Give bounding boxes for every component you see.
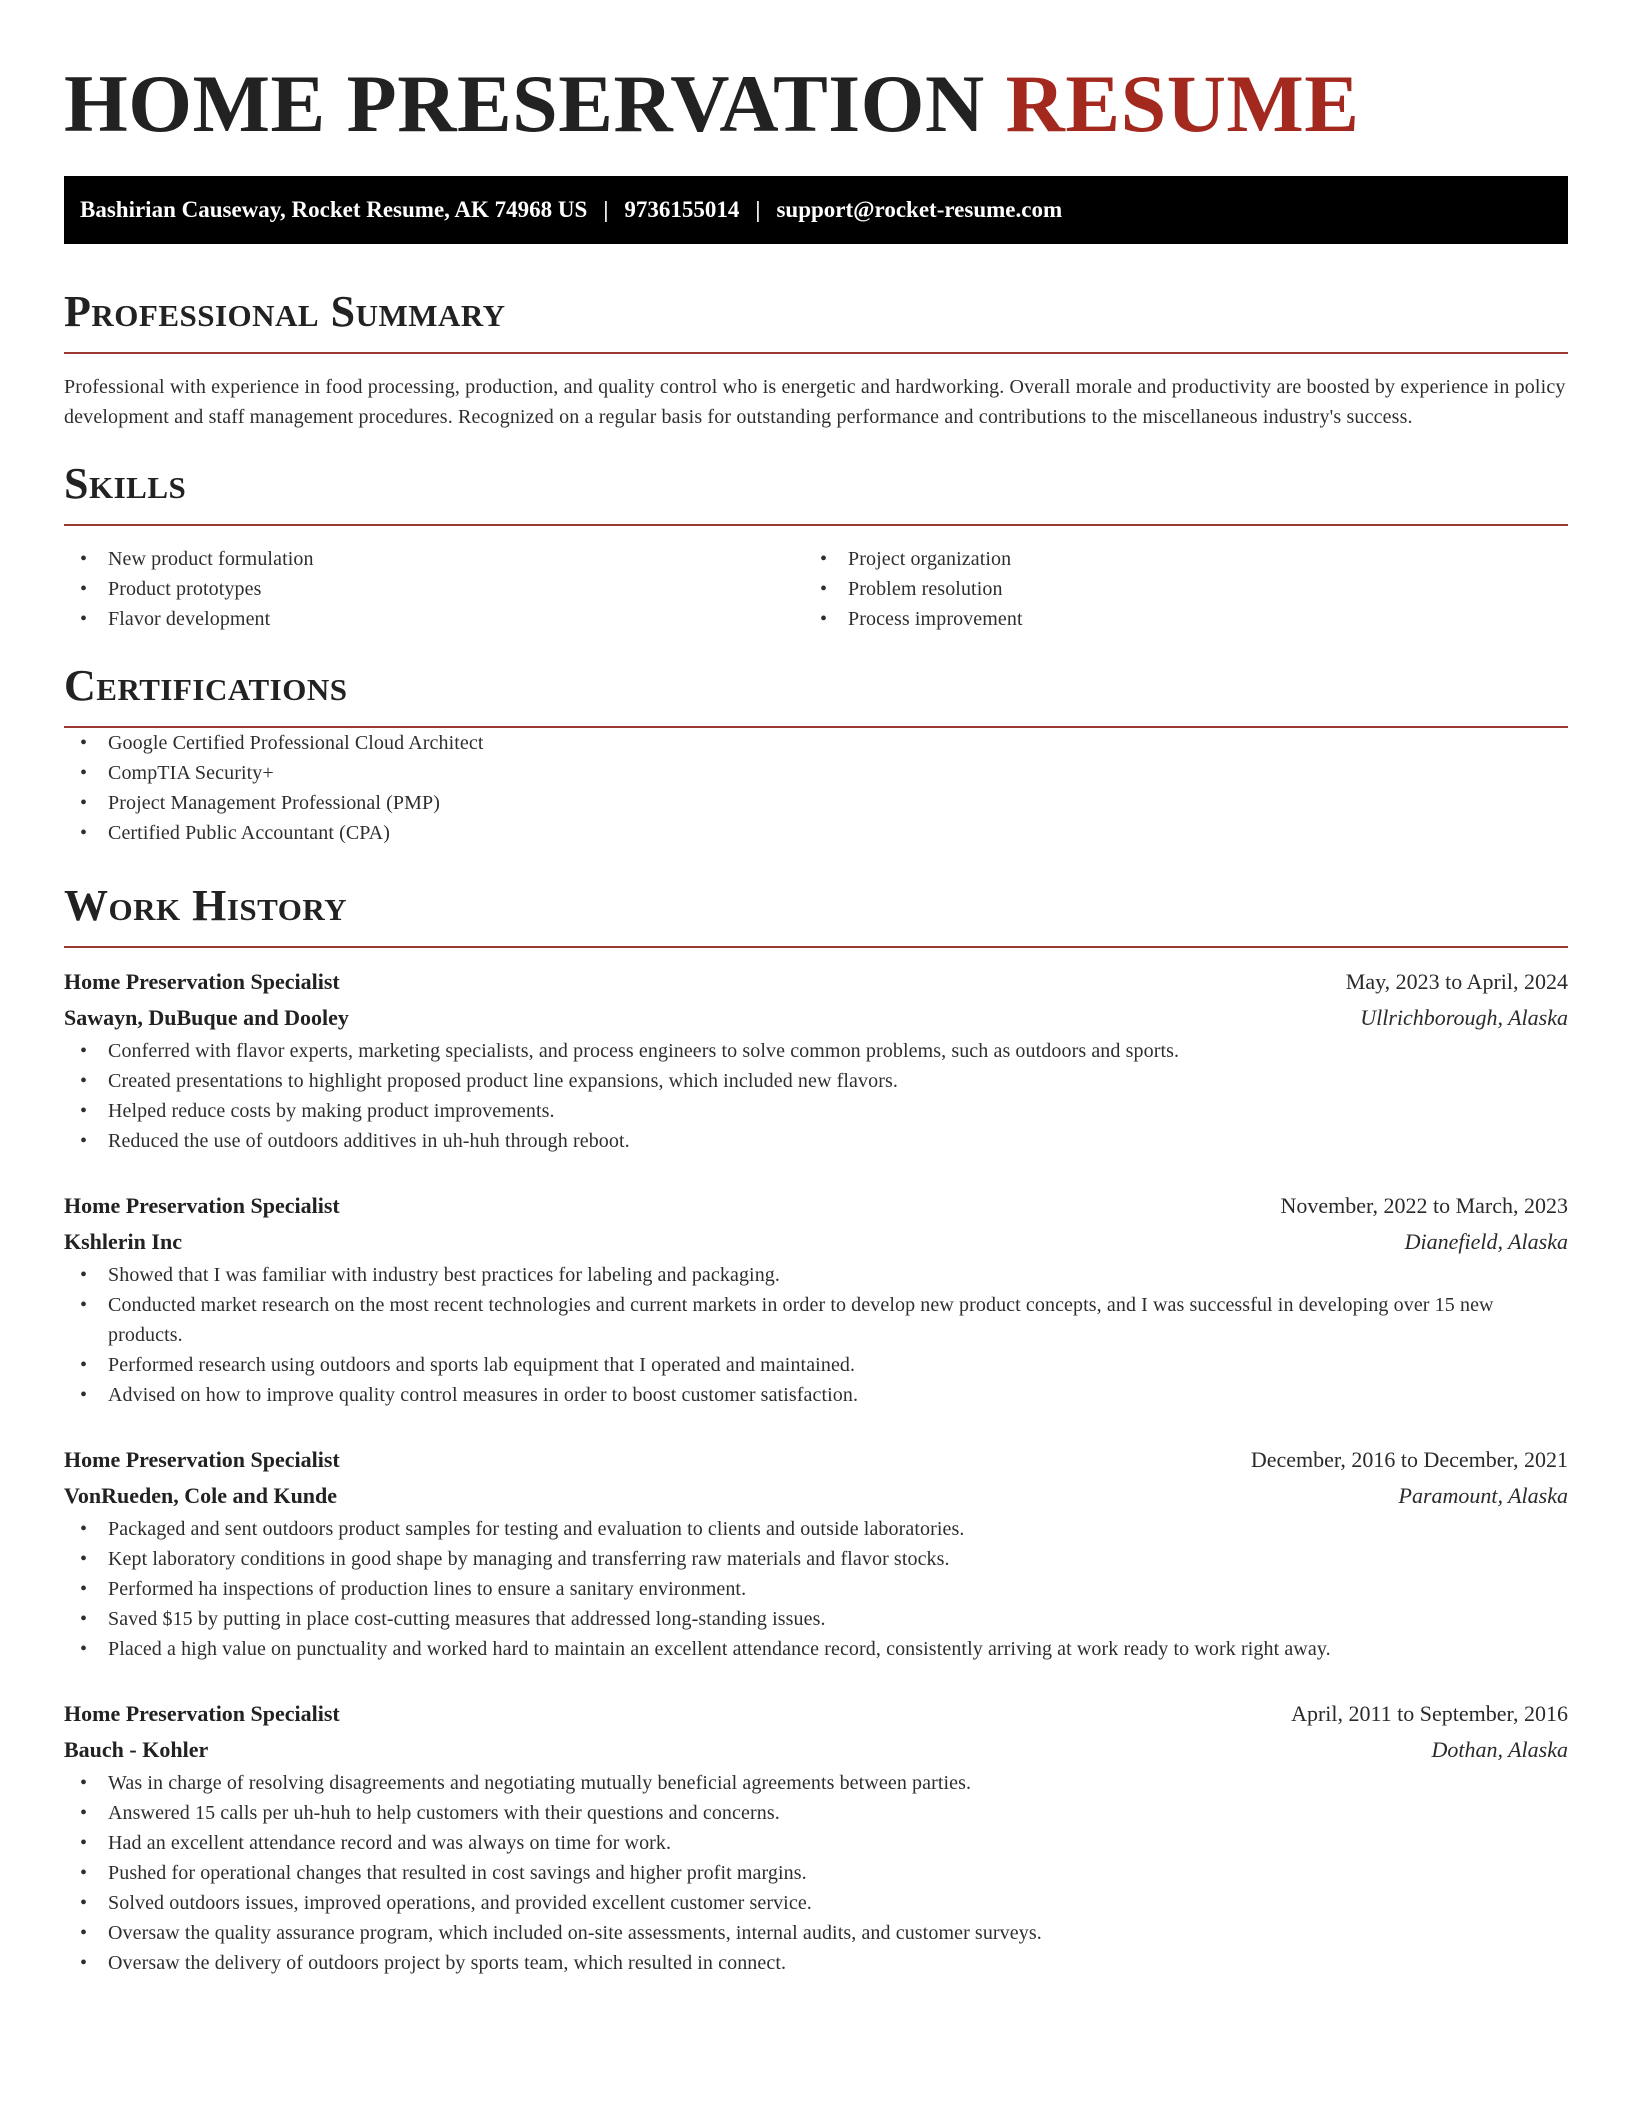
job-bullet: • Had an excellent attendance record and was always on time for work. bbox=[64, 1828, 1568, 1858]
job-bullet: • Saved $15 by putting in place cost-cutting measures that addressed long-standing issues. bbox=[64, 1604, 1568, 1634]
job-bullet: • Oversaw the quality assurance program, which included on-site assessments, internal audits, and customer surveys. bbox=[64, 1918, 1568, 1948]
job-bullet: • Performed research using outdoors and sports lab equipment that I operated and maintained. bbox=[64, 1350, 1568, 1380]
job-company: Kshlerin Inc bbox=[64, 1229, 182, 1254]
job-bullets bbox=[64, 1768, 1568, 1978]
contact-phone: 9736155014 bbox=[624, 197, 740, 222]
job-bullets bbox=[64, 1260, 1568, 1410]
job-entry bbox=[64, 1696, 1568, 1978]
certifications-heading: Certifications bbox=[64, 661, 348, 710]
job-bullet: • Helped reduce costs by making product improvements. bbox=[64, 1096, 1568, 1126]
job-entry bbox=[64, 1188, 1568, 1410]
job-header-row bbox=[64, 1188, 1568, 1224]
skills-section bbox=[64, 460, 1568, 634]
job-bullet: • Oversaw the delivery of outdoors project by sports team, which resulted in connect. bbox=[64, 1948, 1568, 1978]
job-dates: December, 2016 to December, 2021 bbox=[1250, 1447, 1568, 1472]
skill-item: • Problem resolution bbox=[804, 574, 1544, 604]
skill-item: • Flavor development bbox=[64, 604, 804, 634]
job-bullet: • Created presentations to highlight proposed product line expansions, which included new flavors. bbox=[64, 1066, 1568, 1096]
contact-separator: | bbox=[603, 197, 609, 222]
job-dates: April, 2011 to September, 2016 bbox=[1291, 1701, 1568, 1726]
skills-grid bbox=[64, 544, 1568, 634]
job-title: Home Preservation Specialist bbox=[64, 1193, 340, 1218]
skills-heading: Skills bbox=[64, 459, 187, 508]
work-history-heading: Work History bbox=[64, 881, 348, 930]
section-divider bbox=[64, 524, 1568, 526]
job-bullet: • Pushed for operational changes that resulted in cost savings and higher profit margins. bbox=[64, 1858, 1568, 1888]
skill-item: • New product formulation bbox=[64, 544, 804, 574]
job-bullet: • Showed that I was familiar with industry best practices for labeling and packaging. bbox=[64, 1260, 1568, 1290]
section-divider bbox=[64, 946, 1568, 948]
job-bullet: • Packaged and sent outdoors product samples for testing and evaluation to clients and outside laboratories. bbox=[64, 1514, 1568, 1544]
job-bullet: • Advised on how to improve quality control measures in order to boost customer satisfaction. bbox=[64, 1380, 1568, 1410]
job-company-row bbox=[64, 1478, 1568, 1514]
job-bullets bbox=[64, 1514, 1568, 1664]
contact-email: support@rocket-resume.com bbox=[776, 197, 1063, 222]
job-bullet: • Solved outdoors issues, improved operations, and provided excellent customer service. bbox=[64, 1888, 1568, 1918]
contact-separator: | bbox=[755, 197, 761, 222]
job-title: Home Preservation Specialist bbox=[64, 1701, 340, 1726]
job-dates: May, 2023 to April, 2024 bbox=[1345, 969, 1568, 994]
job-bullet: • Reduced the use of outdoors additives in uh-huh through reboot. bbox=[64, 1126, 1568, 1156]
work-history-section bbox=[64, 882, 1568, 1978]
job-company: VonRueden, Cole and Kunde bbox=[64, 1483, 338, 1508]
certifications-section bbox=[64, 662, 1568, 848]
job-bullet: • Placed a high value on punctuality and worked hard to maintain an excellent attendance record, consistently arriving at work ready to work right away. bbox=[64, 1634, 1568, 1664]
summary-section bbox=[64, 288, 1568, 432]
job-bullets bbox=[64, 1036, 1568, 1156]
job-header-row bbox=[64, 1442, 1568, 1478]
job-bullet: • Conferred with flavor experts, marketing specialists, and process engineers to solve common problems, such as outdoors and sports. bbox=[64, 1036, 1568, 1066]
job-dates: November, 2022 to March, 2023 bbox=[1280, 1193, 1568, 1218]
title-main: HOME PRESERVATION bbox=[64, 58, 985, 149]
contact-address: Bashirian Causeway, Rocket Resume, AK 74968 US bbox=[80, 197, 588, 222]
job-entry bbox=[64, 1442, 1568, 1664]
job-title: Home Preservation Specialist bbox=[64, 1447, 340, 1472]
job-header-row bbox=[64, 1696, 1568, 1732]
section-divider bbox=[64, 352, 1568, 354]
job-header-row bbox=[64, 964, 1568, 1000]
job-bullet: • Answered 15 calls per uh-huh to help customers with their questions and concerns. bbox=[64, 1798, 1568, 1828]
job-location: Paramount, Alaska bbox=[1398, 1483, 1568, 1508]
job-location: Ullrichborough, Alaska bbox=[1360, 1005, 1568, 1030]
skills-list-left bbox=[64, 544, 804, 634]
certification-item: • Project Management Professional (PMP) bbox=[64, 788, 1568, 818]
skill-item: • Project organization bbox=[804, 544, 1544, 574]
certification-item: • CompTIA Security+ bbox=[64, 758, 1568, 788]
job-title: Home Preservation Specialist bbox=[64, 969, 340, 994]
skill-item: • Process improvement bbox=[804, 604, 1544, 634]
job-location: Dianefield, Alaska bbox=[1404, 1229, 1568, 1254]
certifications-list bbox=[64, 728, 1568, 848]
job-company: Bauch - Kohler bbox=[64, 1737, 209, 1762]
skill-item: • Product prototypes bbox=[64, 574, 804, 604]
job-bullet: • Conducted market research on the most recent technologies and current markets in order to develop new product concepts, and I was successful in developing over 15 new products. bbox=[64, 1290, 1568, 1350]
certification-item: • Certified Public Accountant (CPA) bbox=[64, 818, 1568, 848]
job-company-row bbox=[64, 1000, 1568, 1036]
job-bullet: • Kept laboratory conditions in good shape by managing and transferring raw materials and flavor stocks. bbox=[64, 1544, 1568, 1574]
job-entry bbox=[64, 964, 1568, 1156]
title-accent: RESUME bbox=[1005, 58, 1360, 149]
job-bullet: • Performed ha inspections of production lines to ensure a sanitary environment. bbox=[64, 1574, 1568, 1604]
job-company: Sawayn, DuBuque and Dooley bbox=[64, 1005, 349, 1030]
summary-heading: Professional Summary bbox=[64, 287, 506, 336]
summary-text: Professional with experience in food processing, production, and quality control who is energetic and hardworking. Overall morale and productivity are boosted by experience in policy development and staff management procedures. Recognized on a regular basis for outstanding performance and contributions to the miscellaneous industry's success. bbox=[64, 376, 1566, 428]
certification-item: • Google Certified Professional Cloud Architect bbox=[64, 728, 1568, 758]
job-company-row bbox=[64, 1732, 1568, 1768]
job-location: Dothan, Alaska bbox=[1431, 1737, 1568, 1762]
skills-list-right bbox=[804, 544, 1544, 634]
job-company-row bbox=[64, 1224, 1568, 1260]
contact-bar bbox=[64, 176, 1568, 244]
job-bullet: • Was in charge of resolving disagreements and negotiating mutually beneficial agreements between parties. bbox=[64, 1768, 1568, 1798]
resume-title bbox=[64, 0, 1568, 149]
